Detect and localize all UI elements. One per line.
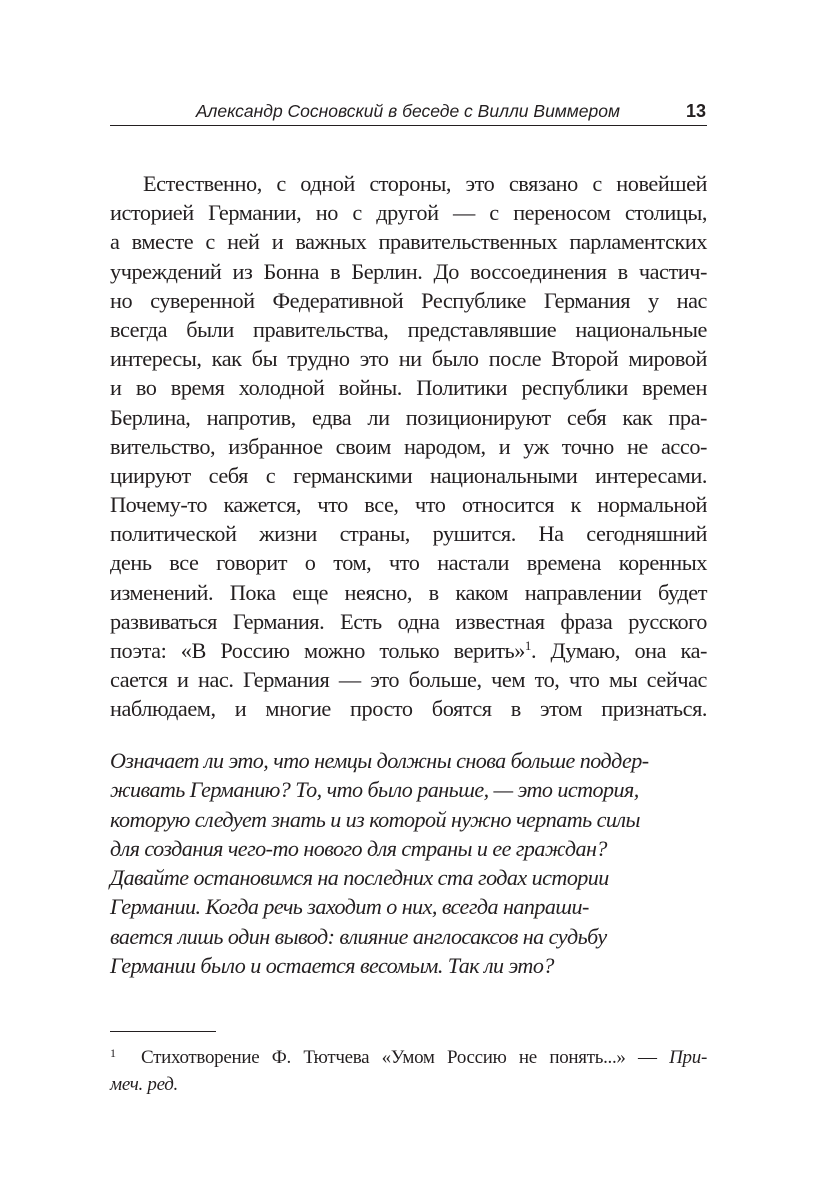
text-line: а вместе с ней и важных правительственных парламентских (110, 229, 707, 255)
text-line: Берлина, напротив, едва ли позиционируют себя как пра- (110, 404, 707, 430)
text-line: изменений. Пока еще неясно, в каком направлении будет (110, 579, 707, 605)
page-number: 13 (685, 101, 706, 121)
text-line: вительство, избранное своим народом, и уж точно не ассо- (110, 433, 707, 459)
footnote (110, 1044, 707, 1098)
text-line: сается и нас. Германия — это больше, чем то, что мы сейчас (110, 667, 707, 693)
running-head (110, 99, 707, 126)
text-line: всегда были правительства, представлявшие национальные (110, 316, 707, 342)
text-line-with-footnote (110, 636, 707, 665)
question-paragraph (110, 746, 707, 980)
text-line: Почему-то кажется, что все, что относится к нормальной (110, 492, 707, 518)
text-line: но суверенной Федеративной Республике Германия у нас (110, 287, 707, 313)
question-line: Означает ли это, что немцы должны снова больше поддер- (110, 748, 649, 773)
text-line: учреждений из Бонна в Берлин. До воссоединения в частич- (110, 258, 707, 284)
footnote-text: Стихотворение Ф. Тютчева «Умом Россию не понять...» — (141, 1047, 657, 1068)
footnote-note: При- (669, 1047, 707, 1068)
text-line: и во время холодной войны. Политики республики времен (110, 375, 707, 401)
footnote-note-continuation: меч. ред. (110, 1074, 178, 1095)
running-title: Александр Сосновский в беседе с Вилли Виммером (195, 101, 620, 121)
question-line: которую следует знать и из которой нужно черпать силы (110, 806, 640, 832)
question-line: Германии было и остается весомым. Так ли это? (110, 953, 554, 979)
question-line: Германии. Когда речь заходит о них, всегда напраши- (110, 894, 589, 920)
text-fragment: . Думаю, она ка- (530, 638, 708, 663)
question-line: вается лишь один вывод: влияние англосаксов на судьбу (110, 923, 607, 949)
text-fragment: поэта: «В Россию можно только верить» (110, 638, 525, 663)
text-line: интересы, как бы трудно это ни было после Второй мировой (110, 346, 707, 372)
text-line: развиваться Германия. Есть одна известная фраза русского (110, 608, 707, 634)
text-line: циируют себя с германскими национальными интересами. (110, 462, 707, 488)
footnote-line: 1 Стихотворение Ф. Тютчева «Умом Россию не понять...» — При- (110, 1046, 707, 1068)
footnote-reference: 1 (524, 638, 531, 653)
question-line: Давайте остановимся на последних ста годах истории (110, 865, 609, 891)
text-line: наблюдаем, и многие просто боятся в этом признаться. (110, 696, 707, 722)
text-line: политической жизни страны, рушится. На сегодняшний (110, 521, 707, 547)
answer-paragraph (110, 169, 707, 724)
footnote-separator (110, 1031, 216, 1032)
text-line: день все говорит о том, что настали времена коренных (110, 550, 707, 576)
text-line: Естественно, с одной стороны, это связано с новейшей (143, 171, 707, 196)
question-line: живать Германию? То, что было раньше, — это история, (110, 777, 639, 803)
question-line: для создания чего-то нового для страны и ее граждан? (110, 835, 607, 861)
text-line: историей Германии, но с другой — с переносом столицы, (110, 200, 707, 226)
